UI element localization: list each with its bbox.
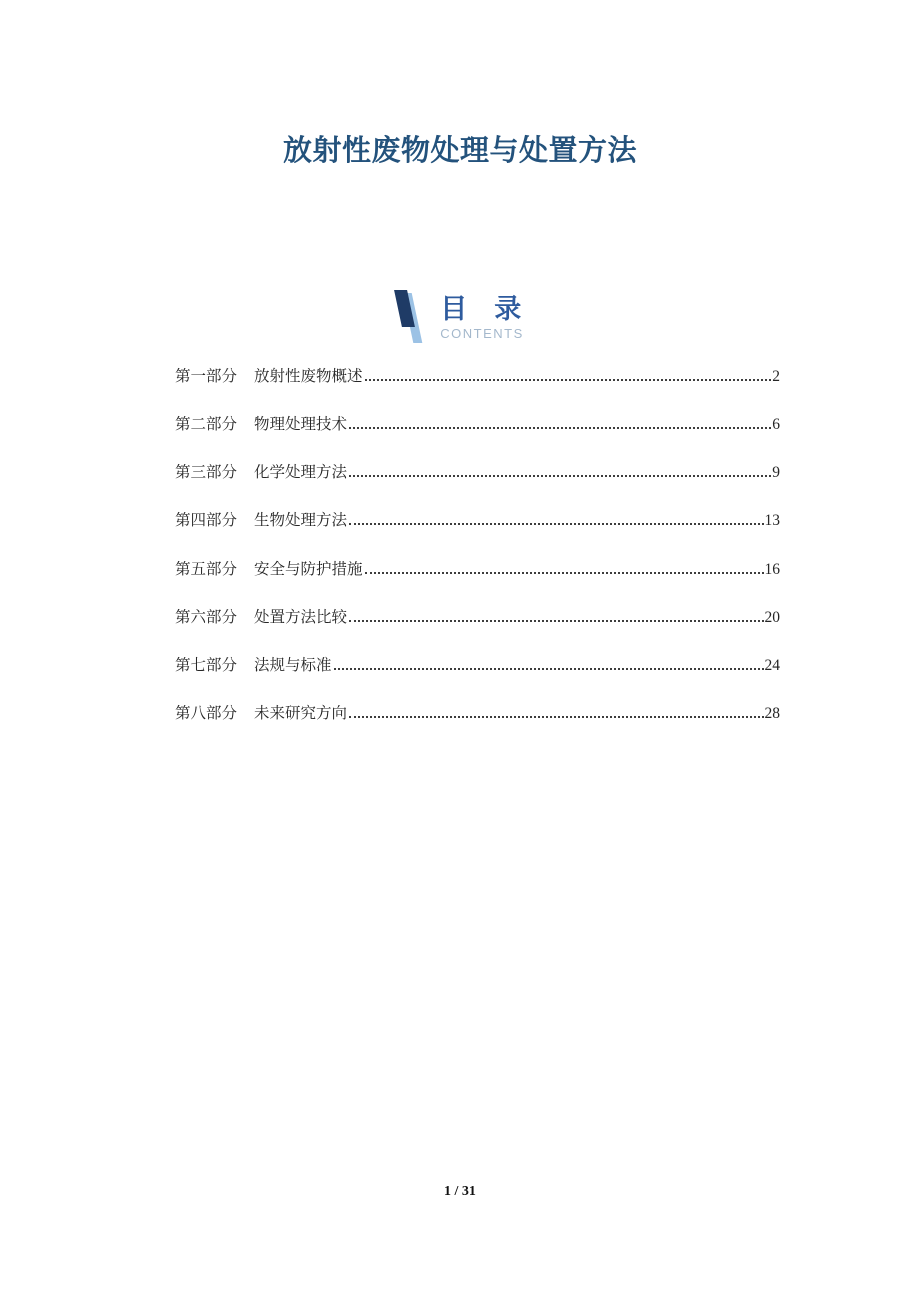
dot-leader [365,378,772,381]
page-number-indicator: 1 / 31 [444,1184,476,1199]
toc-entry[interactable] [175,497,780,545]
toc-heading: 目 录 [440,294,522,324]
toc-entry-page-number: 20 [764,608,780,626]
document-title: 放射性废物处理与处置方法 [282,135,637,168]
toc-entry-page-number: 16 [764,560,780,578]
toc-entry-page-number: 13 [764,512,780,530]
toc-entry-title: 物理处理技术 [254,416,348,434]
toc-entry[interactable] [175,353,780,401]
toc-entry-title: 放射性废物概述 [254,368,363,385]
toc-entry-title: 处置方法比较 [254,608,348,626]
toc-entry[interactable] [175,449,780,497]
toc-entry-part: 第六部分 [175,608,238,626]
toc-entry[interactable] [175,642,780,690]
toc-entry-title: 生物处理方法 [254,512,348,530]
dot-leader [349,474,771,477]
toc-entry-part: 第八部分 [175,704,238,722]
dot-leader [349,715,763,718]
slanted-ribbon-icon [396,288,430,350]
toc-entry-part: 第一部分 [175,368,238,385]
toc-heading-block [440,288,524,341]
toc-entry[interactable] [175,546,780,594]
toc-entry[interactable] [175,401,780,449]
toc-entry-page-number: 24 [764,656,780,674]
toc-entry-page-number: 2 [772,368,780,385]
toc-entry-page-number: 6 [772,416,780,434]
dot-leader [349,426,771,429]
dot-leader [334,667,764,670]
toc-header [0,288,920,350]
toc-entry-title: 法规与标准 [254,656,332,674]
toc-subheading: CONTENTS [440,326,524,341]
toc-entry-part: 第五部分 [175,560,238,578]
toc-entry-part: 第二部分 [175,416,238,434]
dot-leader [349,522,763,525]
toc-list [175,353,780,738]
toc-entry-title: 化学处理方法 [254,464,348,482]
toc-entry[interactable] [175,690,780,738]
toc-entry-title: 未来研究方向 [254,704,348,722]
toc-entry-part: 第三部分 [175,464,238,482]
toc-entry-part: 第四部分 [175,512,238,530]
toc-entry-title: 安全与防护措施 [254,560,363,578]
dot-leader [365,571,764,574]
toc-entry-page-number: 9 [772,464,780,482]
toc-entry[interactable] [175,594,780,642]
dot-leader [349,619,763,622]
toc-entry-part: 第七部分 [175,656,238,674]
toc-entry-page-number: 28 [764,704,780,722]
